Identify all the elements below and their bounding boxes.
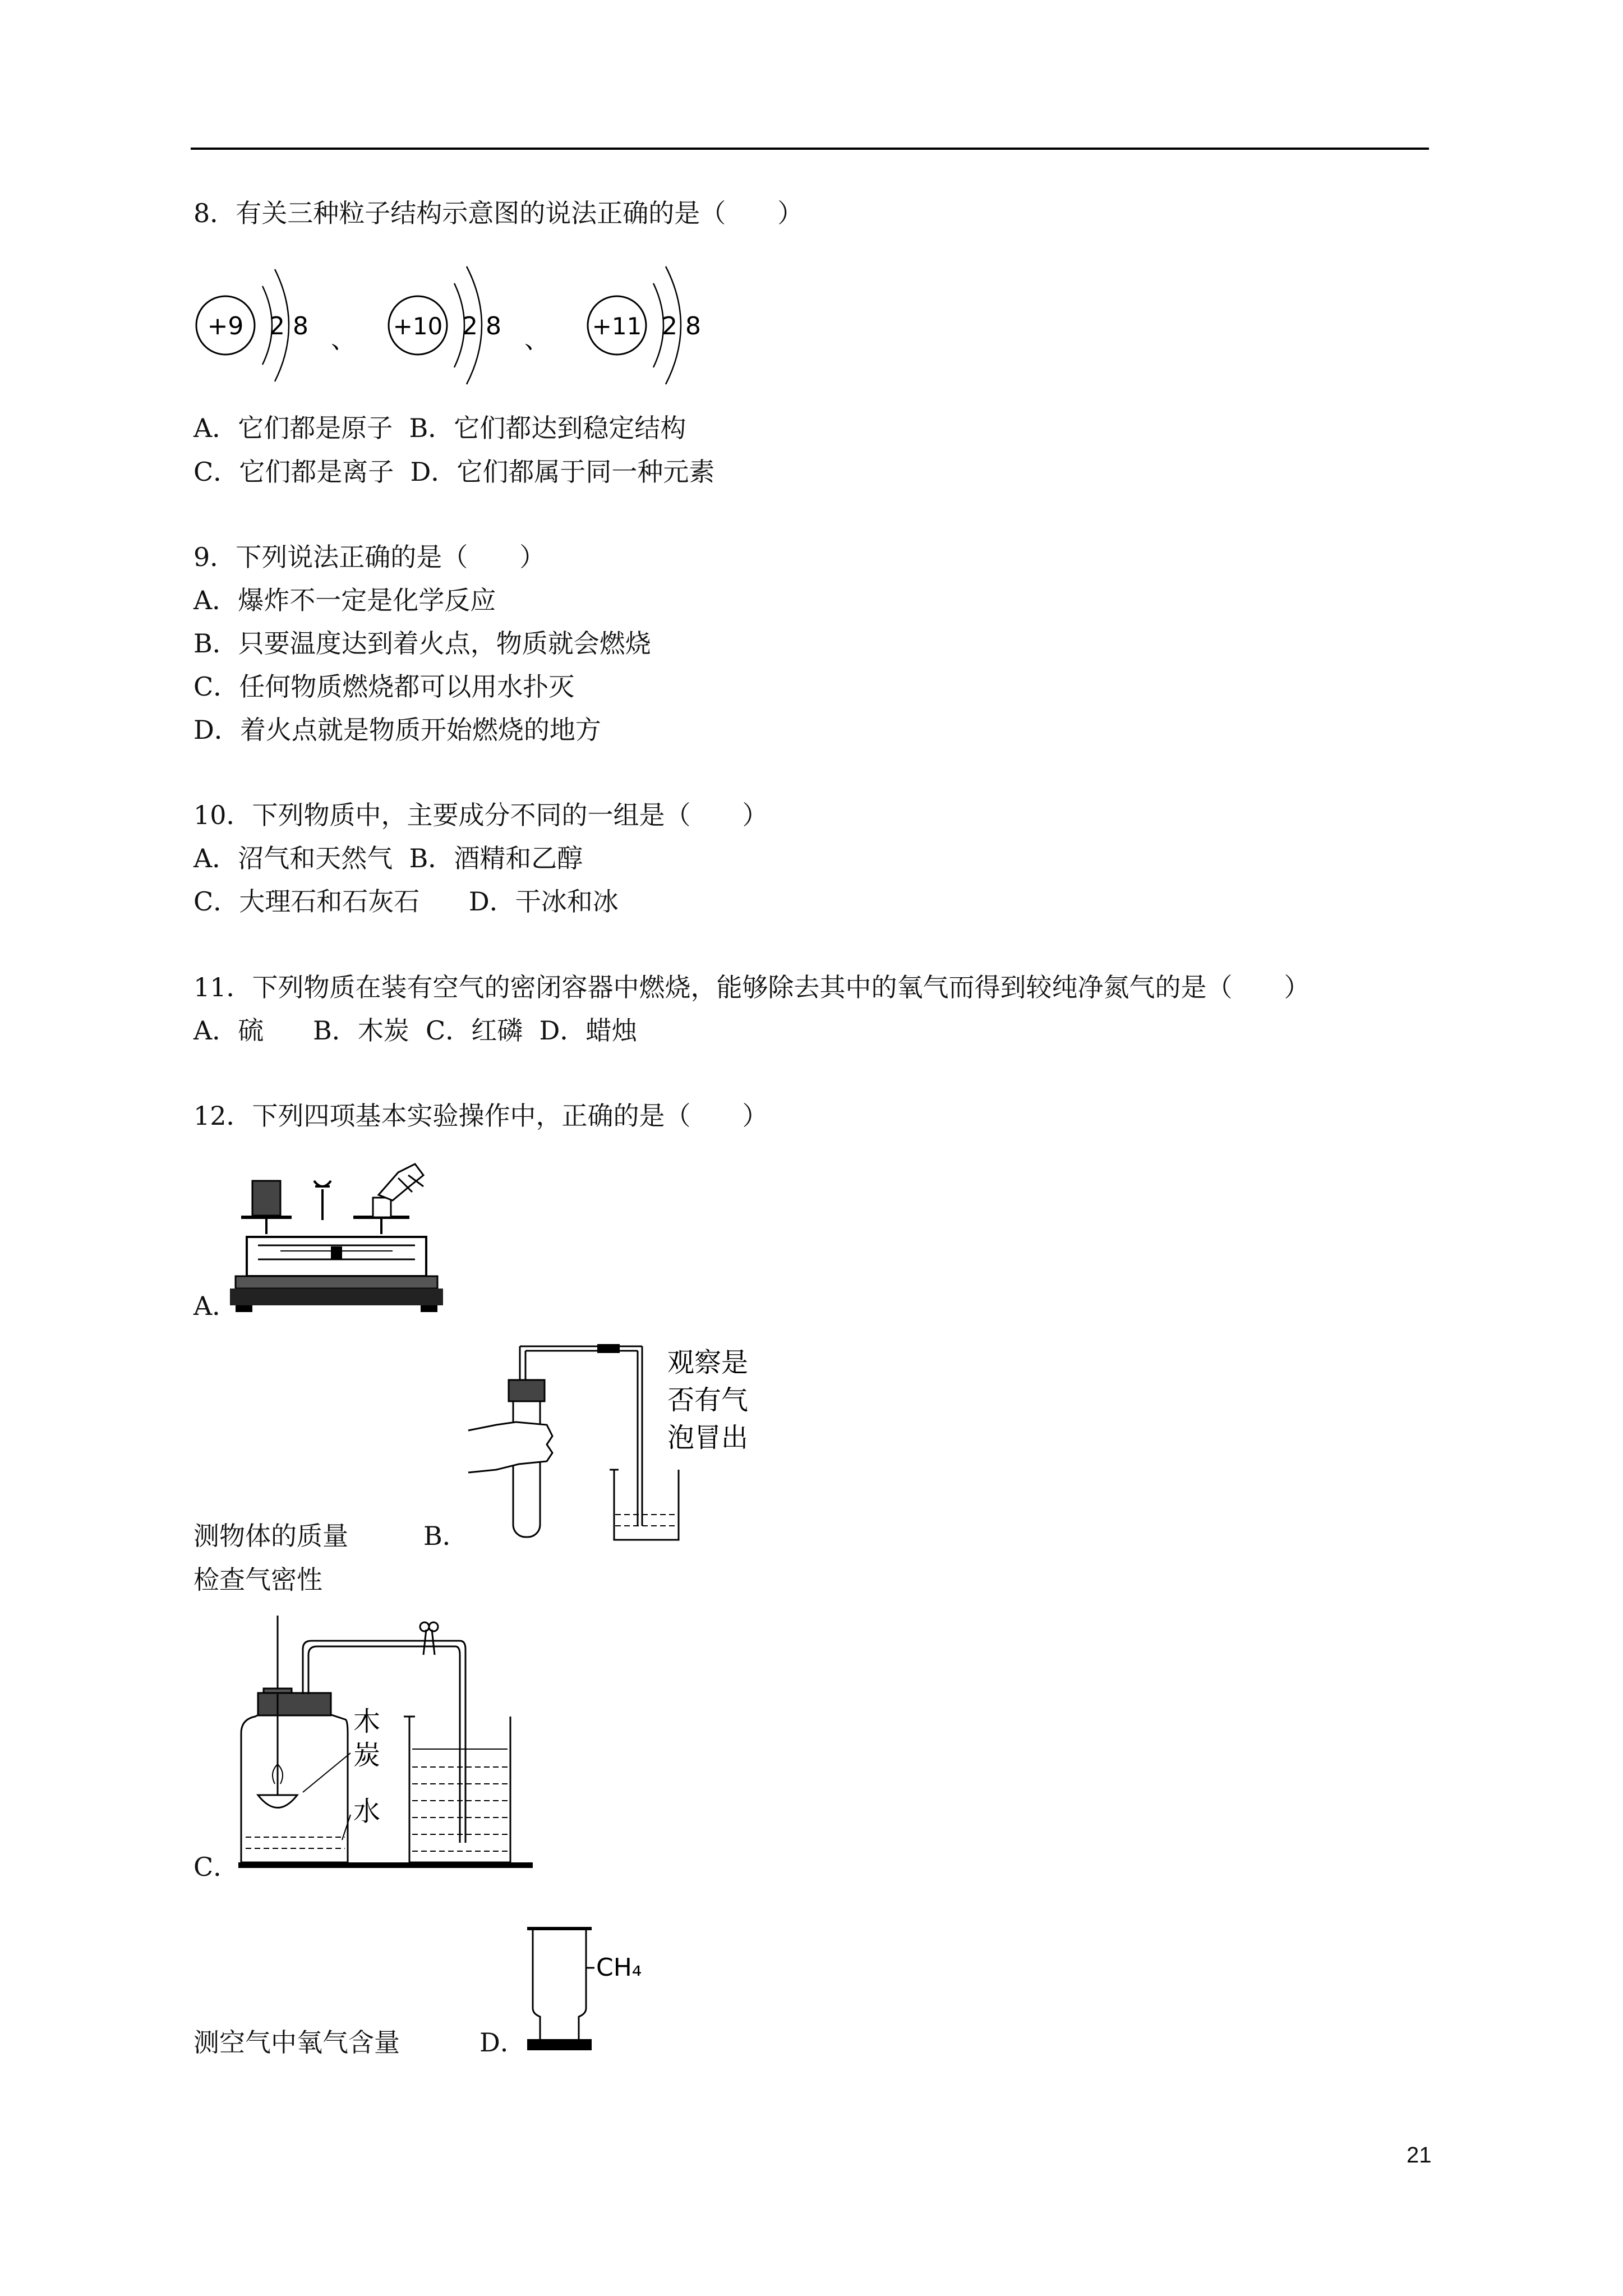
airtightness-label-line-2: 否有气 <box>667 1384 749 1416</box>
question-12-option-a-label: A． <box>193 1291 238 1321</box>
separator-1: 、 <box>331 325 356 354</box>
question-9-option-a: A．爆炸不一定是化学反应 <box>193 585 496 615</box>
particle-diagram-1 <box>196 269 308 381</box>
question-8-stem: 8．有关三种粒子结构示意图的说法正确的是（ ） <box>193 198 804 228</box>
airtightness-label-line-3: 泡冒出 <box>667 1422 749 1453</box>
water-label: 水 <box>353 1796 381 1827</box>
question-12-option-c-label: C． <box>193 1852 239 1882</box>
balance-illustration <box>230 1161 443 1329</box>
airtightness-label-line-1: 观察是 <box>667 1347 749 1378</box>
separator-2: 、 <box>524 325 549 354</box>
particle-3-shells: 2 8 <box>662 312 701 341</box>
question-12-option-c-caption: 测空气中氧气含量 <box>193 2027 400 2058</box>
header-rule <box>191 148 1429 150</box>
question-10-stem: 10．下列物质中，主要成分不同的一组是（ ） <box>193 800 768 830</box>
question-12-option-a-caption: 测物体的质量 <box>193 1521 348 1551</box>
airtightness-illustration <box>463 1341 754 1548</box>
question-9-option-c: C．任何物质燃烧都可以用水扑灭 <box>193 671 575 702</box>
question-12-option-b-caption: 检查气密性 <box>193 1565 322 1595</box>
question-9-option-b: B．只要温度达到着火点，物质就会燃烧 <box>193 628 651 659</box>
particle-3-nucleus: +11 <box>592 312 642 340</box>
page-number: 21 <box>1407 2143 1432 2168</box>
charcoal-label-1: 木 <box>353 1706 381 1737</box>
question-10-options-cd: C．大理石和石灰石 D．干冰和冰 <box>193 886 619 917</box>
particle-diagram-3 <box>588 266 701 384</box>
question-11-stem: 11．下列物质在装有空气的密闭容器中燃烧，能够除去其中的氧气而得到较纯净氮气的是（ ） <box>193 972 1310 1002</box>
question-9-option-d: D．着火点就是物质开始燃烧的地方 <box>193 715 601 745</box>
methane-formula: CH₄ <box>596 1953 642 1982</box>
particle-1-shells: 2 8 <box>269 312 308 341</box>
methane-illustration <box>524 1924 670 2053</box>
particle-structure-diagrams <box>191 247 751 404</box>
oxygen-content-illustration <box>236 1616 538 1885</box>
question-8-options-cd: C．它们都是离子 D．它们都属于同一种元素 <box>193 457 715 487</box>
question-12-option-d-label: D． <box>479 2027 526 2058</box>
question-9-stem: 9．下列说法正确的是（ ） <box>193 542 546 572</box>
particle-2-shells: 2 8 <box>462 312 501 341</box>
question-12-stem: 12．下列四项基本实验操作中，正确的是（ ） <box>193 1101 768 1131</box>
question-11-options: A．硫 B．木炭 C．红磷 D．蜡烛 <box>193 1015 638 1046</box>
particle-1-nucleus: +9 <box>207 312 244 341</box>
question-8-options-ab: A．它们都是原子 B．它们都达到稳定结构 <box>193 413 686 443</box>
particle-diagram-2 <box>389 266 501 384</box>
question-10-options-ab: A．沼气和天然气 B．酒精和乙醇 <box>193 843 583 873</box>
charcoal-label-2: 炭 <box>353 1740 381 1771</box>
question-12-option-b-label: B． <box>423 1521 468 1551</box>
particle-2-nucleus: +10 <box>393 312 443 340</box>
